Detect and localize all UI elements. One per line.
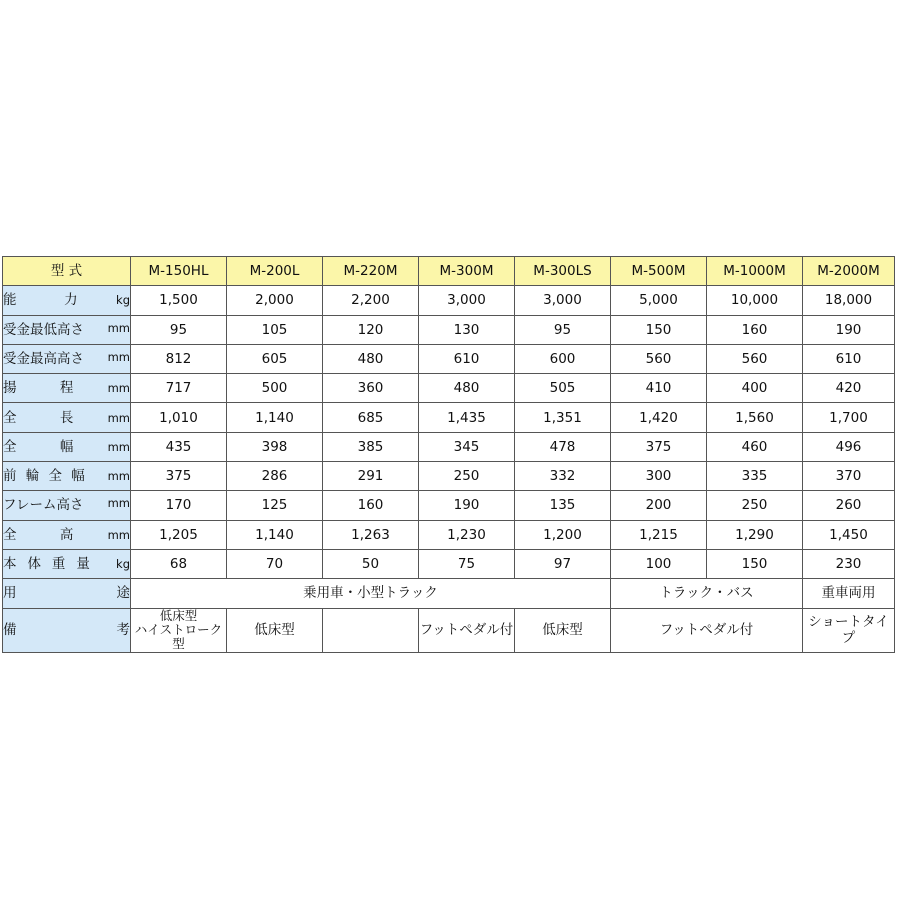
value-cell: 200 — [611, 491, 707, 520]
spec-row — [3, 315, 895, 344]
note-cell: 低床型 — [227, 608, 323, 652]
value-cell: 560 — [611, 344, 707, 373]
value-cell: 68 — [131, 549, 227, 578]
value-cell: 812 — [131, 344, 227, 373]
spec-row — [3, 549, 895, 578]
value-cell: 95 — [131, 315, 227, 344]
value-cell: 135 — [515, 491, 611, 520]
row-label-text: フレーム高さ — [3, 497, 84, 514]
spec-table — [2, 256, 895, 653]
value-cell: 1,263 — [323, 520, 419, 549]
value-cell: 50 — [323, 549, 419, 578]
value-cell: 332 — [515, 462, 611, 491]
spec-row — [3, 432, 895, 461]
row-label-text: 用 途 — [3, 585, 130, 602]
value-cell: 18,000 — [803, 286, 895, 315]
value-cell: 286 — [227, 462, 323, 491]
value-cell: 435 — [131, 432, 227, 461]
value-cell: 610 — [803, 344, 895, 373]
value-cell: 160 — [707, 315, 803, 344]
value-cell: 400 — [707, 374, 803, 403]
value-cell: 100 — [611, 549, 707, 578]
usage-cell: 乗用車・小型トラック — [131, 579, 611, 608]
value-cell: 250 — [707, 491, 803, 520]
value-cell: 1,500 — [131, 286, 227, 315]
value-cell: 1,140 — [227, 520, 323, 549]
value-cell: 1,010 — [131, 403, 227, 432]
value-cell: 1,435 — [419, 403, 515, 432]
model-header: M-500M — [611, 257, 707, 286]
value-cell: 560 — [707, 344, 803, 373]
note-cell — [323, 608, 419, 652]
value-cell: 120 — [323, 315, 419, 344]
value-cell: 3,000 — [419, 286, 515, 315]
value-cell: 190 — [803, 315, 895, 344]
header-label: 型 式 — [3, 257, 131, 286]
value-cell: 410 — [611, 374, 707, 403]
value-cell: 300 — [611, 462, 707, 491]
spec-row — [3, 403, 895, 432]
row-label — [3, 491, 131, 520]
row-unit: kg — [116, 293, 131, 308]
spec-row — [3, 462, 895, 491]
value-cell: 500 — [227, 374, 323, 403]
model-header: M-2000M — [803, 257, 895, 286]
row-label-text: 受金最高高さ — [3, 350, 84, 367]
value-cell: 2,000 — [227, 286, 323, 315]
value-cell: 685 — [323, 403, 419, 432]
note-line: ハイストローク型 — [134, 621, 223, 652]
value-cell: 3,000 — [515, 286, 611, 315]
value-cell: 478 — [515, 432, 611, 461]
value-cell: 95 — [515, 315, 611, 344]
value-cell: 385 — [323, 432, 419, 461]
value-cell: 160 — [323, 491, 419, 520]
row-unit: mm — [107, 527, 131, 542]
row-label-text: 受金最低高さ — [3, 321, 84, 338]
value-cell: 190 — [419, 491, 515, 520]
value-cell: 1,205 — [131, 520, 227, 549]
value-cell: 150 — [707, 549, 803, 578]
value-cell: 375 — [131, 462, 227, 491]
note-cell: フットペダル付 — [419, 608, 515, 652]
row-label — [3, 608, 131, 652]
value-cell: 420 — [803, 374, 895, 403]
row-label — [3, 520, 131, 549]
value-cell: 230 — [803, 549, 895, 578]
row-label — [3, 344, 131, 373]
row-unit: mm — [107, 349, 130, 364]
row-label-text: 本体重量 — [3, 556, 101, 573]
row-label — [3, 432, 131, 461]
value-cell: 345 — [419, 432, 515, 461]
notes-row — [3, 608, 895, 652]
model-header: M-150HL — [131, 257, 227, 286]
spec-row — [3, 520, 895, 549]
value-cell: 600 — [515, 344, 611, 373]
row-label-text: 前輪全幅 — [3, 468, 95, 485]
row-unit: kg — [116, 557, 131, 572]
value-cell: 1,420 — [611, 403, 707, 432]
row-unit: mm — [107, 381, 131, 396]
row-label — [3, 374, 131, 403]
value-cell: 505 — [515, 374, 611, 403]
value-cell: 1,351 — [515, 403, 611, 432]
row-unit: mm — [107, 469, 131, 484]
row-unit: mm — [107, 439, 131, 454]
value-cell: 150 — [611, 315, 707, 344]
value-cell: 170 — [131, 491, 227, 520]
row-label — [3, 549, 131, 578]
row-unit: mm — [107, 320, 130, 335]
row-label-text: 備 考 — [3, 622, 130, 639]
row-label-text: 全 高 — [3, 526, 89, 543]
value-cell: 335 — [707, 462, 803, 491]
spec-rows — [3, 286, 895, 579]
row-label — [3, 403, 131, 432]
value-cell: 370 — [803, 462, 895, 491]
value-cell: 480 — [323, 344, 419, 373]
row-label-text: 能 力 — [3, 292, 95, 309]
value-cell: 260 — [803, 491, 895, 520]
value-cell: 717 — [131, 374, 227, 403]
usage-row — [3, 579, 895, 608]
value-cell: 360 — [323, 374, 419, 403]
row-label — [3, 286, 131, 315]
value-cell: 70 — [227, 549, 323, 578]
model-header: M-220M — [323, 257, 419, 286]
value-cell: 1,200 — [515, 520, 611, 549]
value-cell: 1,140 — [227, 403, 323, 432]
value-cell: 1,450 — [803, 520, 895, 549]
value-cell: 125 — [227, 491, 323, 520]
row-unit: mm — [107, 496, 130, 511]
row-label-text: 揚 程 — [3, 380, 89, 397]
model-header: M-1000M — [707, 257, 803, 286]
value-cell: 1,700 — [803, 403, 895, 432]
value-cell: 10,000 — [707, 286, 803, 315]
usage-cell: トラック・バス — [611, 579, 803, 608]
value-cell: 398 — [227, 432, 323, 461]
value-cell: 1,560 — [707, 403, 803, 432]
note-cell — [131, 608, 227, 652]
spec-row — [3, 286, 895, 315]
note-cell: ショートタイプ — [803, 608, 895, 652]
row-label-text: 全 幅 — [3, 438, 89, 455]
value-cell: 105 — [227, 315, 323, 344]
value-cell: 1,230 — [419, 520, 515, 549]
model-header: M-200L — [227, 257, 323, 286]
model-header: M-300M — [419, 257, 515, 286]
value-cell: 75 — [419, 549, 515, 578]
row-unit: mm — [107, 410, 131, 425]
spec-row — [3, 491, 895, 520]
value-cell: 480 — [419, 374, 515, 403]
row-label-text: 全 長 — [3, 409, 89, 426]
header-row — [3, 257, 895, 286]
value-cell: 2,200 — [323, 286, 419, 315]
value-cell: 610 — [419, 344, 515, 373]
usage-cell: 重車両用 — [803, 579, 895, 608]
model-header: M-300LS — [515, 257, 611, 286]
value-cell: 375 — [611, 432, 707, 461]
value-cell: 97 — [515, 549, 611, 578]
value-cell: 130 — [419, 315, 515, 344]
value-cell: 1,215 — [611, 520, 707, 549]
value-cell: 605 — [227, 344, 323, 373]
value-cell: 460 — [707, 432, 803, 461]
value-cell: 5,000 — [611, 286, 707, 315]
row-label — [3, 315, 131, 344]
row-label — [3, 579, 131, 608]
spec-row — [3, 344, 895, 373]
row-label — [3, 462, 131, 491]
value-cell: 496 — [803, 432, 895, 461]
note-cell: 低床型 — [515, 608, 611, 652]
value-cell: 1,290 — [707, 520, 803, 549]
spec-row — [3, 374, 895, 403]
value-cell: 250 — [419, 462, 515, 491]
note-cell: フットペダル付 — [611, 608, 803, 652]
value-cell: 291 — [323, 462, 419, 491]
note-line: 低床型 — [159, 607, 198, 623]
